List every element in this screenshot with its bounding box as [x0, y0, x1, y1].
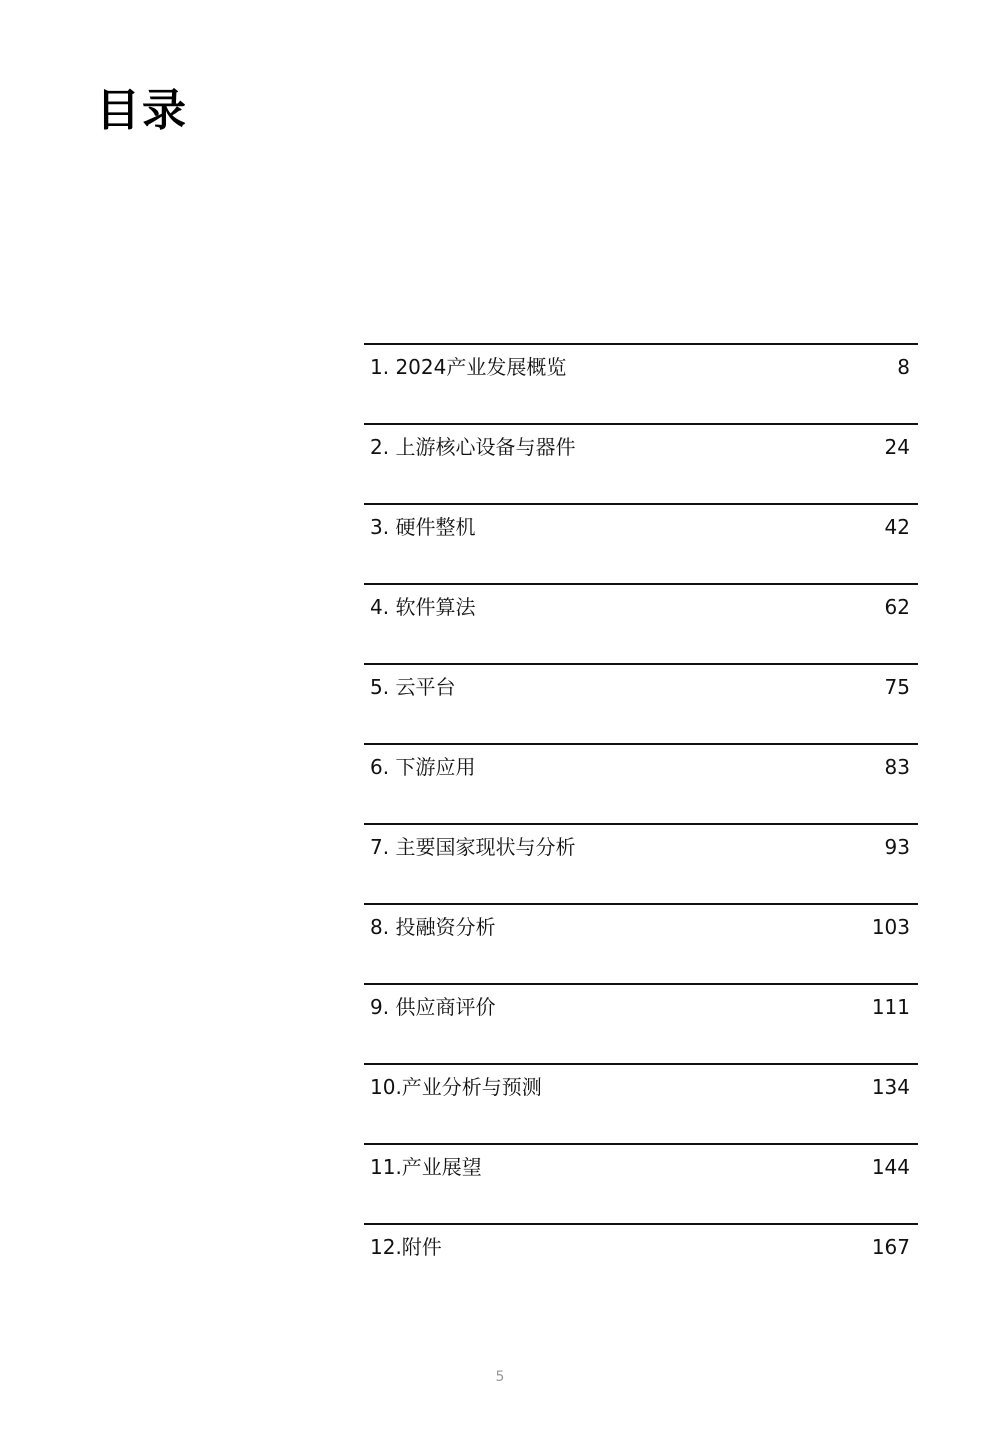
toc-entry-page: 167	[871, 1235, 910, 1259]
toc-entry-1[interactable]	[364, 343, 918, 423]
toc-entry-title: 1. 2024产业发展概览	[370, 355, 567, 379]
toc-entry-9[interactable]	[364, 983, 918, 1063]
page-number: 5	[495, 1369, 505, 1385]
toc-entry-title: 3. 硬件整机	[370, 515, 476, 539]
toc-entry-page: 83	[884, 755, 910, 779]
toc-entry-title: 8. 投融资分析	[370, 915, 496, 939]
toc-entry-2[interactable]	[364, 423, 918, 503]
toc-entry-8[interactable]	[364, 903, 918, 983]
toc-entry-page: 42	[884, 515, 910, 539]
toc-entry-title: 9. 供应商评价	[370, 995, 496, 1019]
table-of-contents	[364, 343, 918, 1303]
toc-entry-title: 2. 上游核心设备与器件	[370, 435, 576, 459]
toc-entry-page: 62	[884, 595, 910, 619]
toc-entry-title: 12.附件	[370, 1235, 442, 1259]
toc-entry-title: 5. 云平台	[370, 675, 456, 699]
toc-entry-4[interactable]	[364, 583, 918, 663]
toc-entry-page: 24	[884, 435, 910, 459]
page-title: 目录	[96, 85, 188, 136]
toc-entry-6[interactable]	[364, 743, 918, 823]
toc-entry-11[interactable]	[364, 1143, 918, 1223]
toc-entry-title: 7. 主要国家现状与分析	[370, 835, 576, 859]
toc-entry-page: 103	[871, 915, 910, 939]
toc-entry-page: 8	[897, 355, 910, 379]
toc-entry-title: 6. 下游应用	[370, 755, 476, 779]
toc-entry-5[interactable]	[364, 663, 918, 743]
toc-entry-page: 93	[884, 835, 910, 859]
toc-entry-title: 4. 软件算法	[370, 595, 476, 619]
toc-entry-title: 10.产业分析与预测	[370, 1075, 542, 1099]
toc-entry-12[interactable]	[364, 1223, 918, 1303]
toc-entry-page: 144	[871, 1155, 910, 1179]
toc-entry-page: 134	[871, 1075, 910, 1099]
toc-entry-3[interactable]	[364, 503, 918, 583]
toc-entry-page: 111	[871, 995, 910, 1019]
toc-entry-page: 75	[884, 675, 910, 699]
toc-entry-title: 11.产业展望	[370, 1155, 482, 1179]
toc-entry-10[interactable]	[364, 1063, 918, 1143]
toc-entry-7[interactable]	[364, 823, 918, 903]
